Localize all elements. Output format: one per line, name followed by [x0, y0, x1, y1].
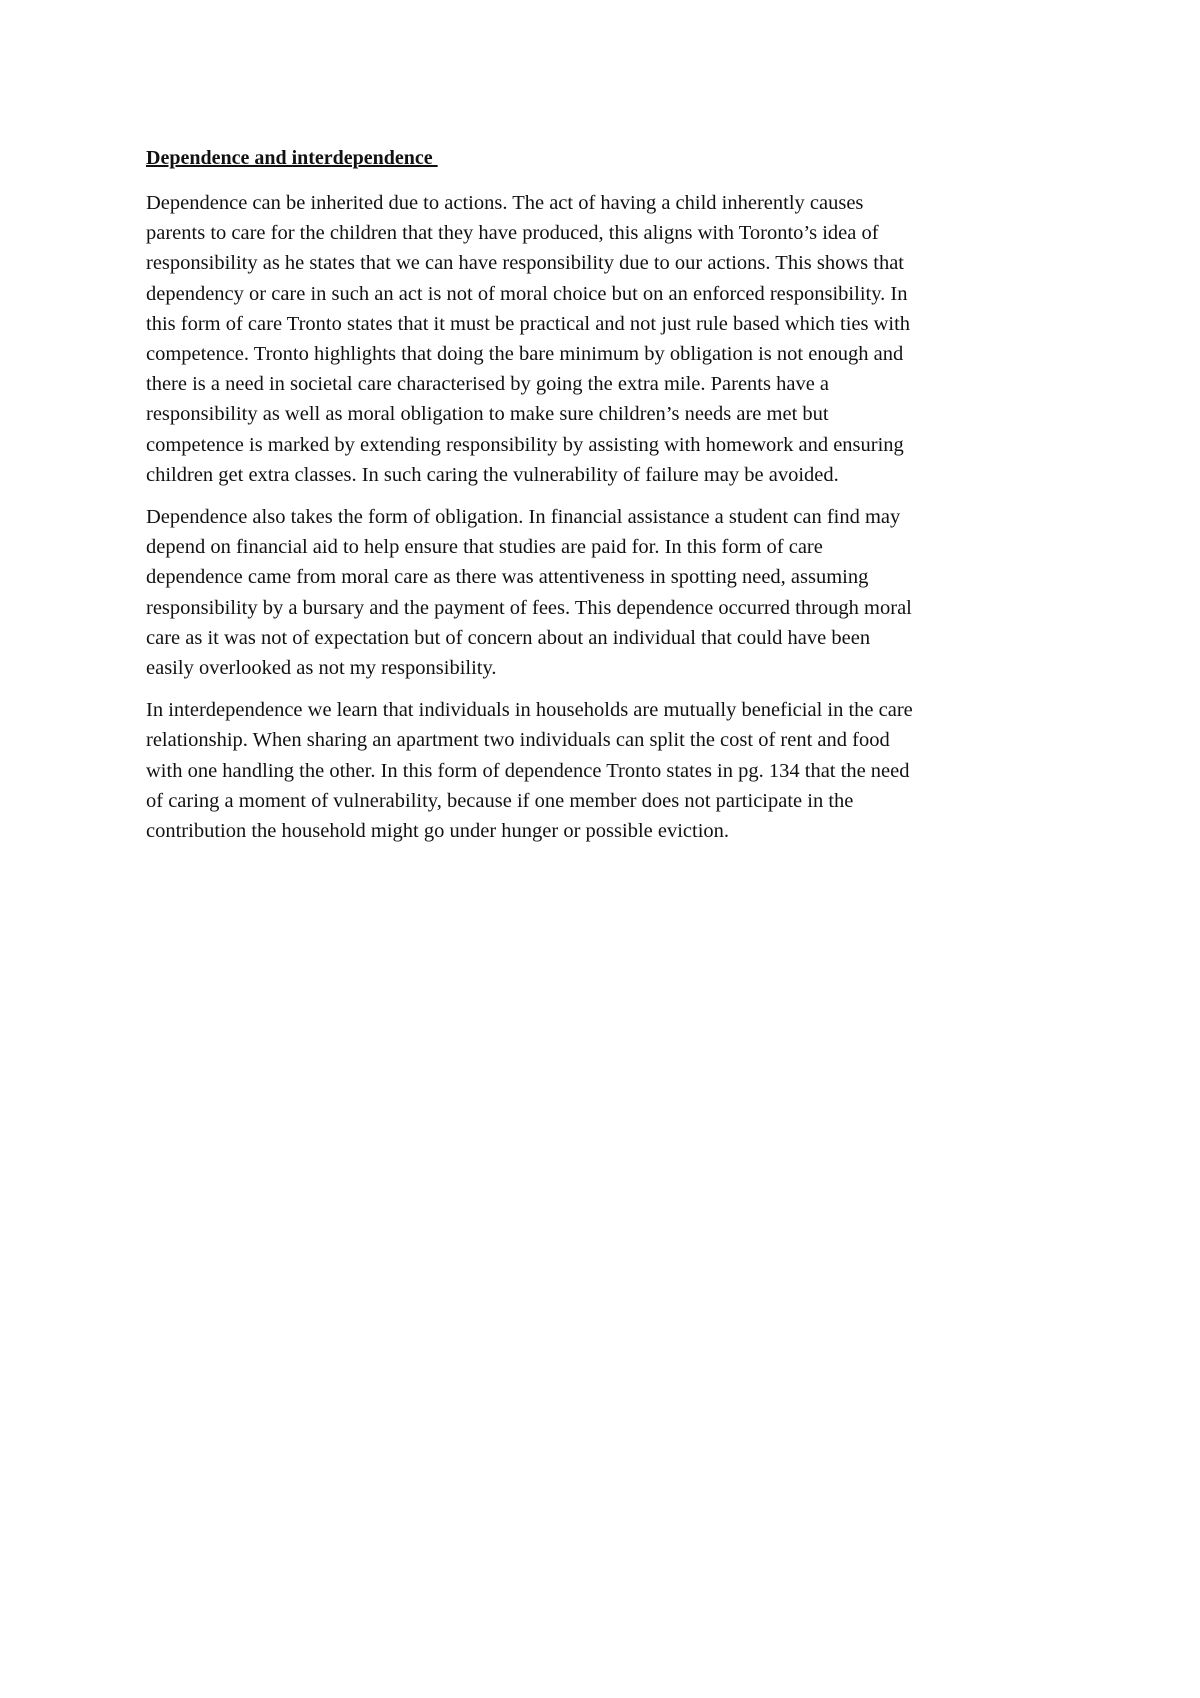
paragraph-line: In interdependence we learn that individuals in households are mutually beneficial in the care	[146, 699, 913, 722]
paragraph-line: Dependence also takes the form of obligation. In financial assistance a student can find may	[146, 506, 901, 529]
paragraph-line: easily overlooked as not my responsibility.	[146, 657, 497, 680]
paragraph-line: children get extra classes. In such caring the vulnerability of failure may be avoided.	[146, 463, 839, 486]
paragraph-line: responsibility as well as moral obligation to make sure children’s needs are met but	[146, 403, 829, 426]
paragraph-line: this form of care Tronto states that it must be practical and not just rule based which ties with	[146, 312, 911, 335]
paragraph-line: of caring a moment of vulnerability, because if one member does not participate in the	[146, 789, 854, 812]
paragraph-line: Dependence can be inherited due to actions. The act of having a child inherently causes	[146, 192, 864, 214]
paragraph-line: dependency or care in such an act is not of moral choice but on an enforced responsibility. In	[146, 282, 908, 305]
document-body	[146, 144, 1066, 858]
paragraph-line: there is a need in societal care characterised by going the extra mile. Parents have a	[146, 373, 830, 396]
paragraph-line: contribution the household might go under hunger or possible eviction.	[146, 820, 730, 843]
paragraph-line: dependence came from moral care as there was attentiveness in spotting need, assuming	[146, 566, 869, 589]
paragraph-line: responsibility by a bursary and the payment of fees. This dependence occurred through moral	[146, 596, 912, 619]
paragraph-line: responsibility as he states that we can have responsibility due to our actions. This shows that	[146, 252, 904, 275]
paragraph-2	[146, 502, 1066, 683]
paragraph-line: with one handling the other. In this form of dependence Tronto states in pg. 134 that the need	[146, 759, 910, 782]
document-heading: Dependence and interdependence	[146, 147, 438, 169]
paragraph-line: depend on financial aid to help ensure that studies are paid for. In this form of care	[146, 536, 823, 559]
paragraph-3	[146, 695, 1066, 846]
paragraph-line: relationship. When sharing an apartment two individuals can split the cost of rent and food	[146, 729, 890, 752]
paragraph-line: care as it was not of expectation but of concern about an individual that could have been	[146, 626, 871, 649]
paragraph-line: competence. Tronto highlights that doing the bare minimum by obligation is not enough and	[146, 343, 904, 366]
paragraph-line: competence is marked by extending responsibility by assisting with homework and ensuring	[146, 433, 904, 456]
paragraph-1	[146, 188, 1066, 490]
paragraph-line: parents to care for the children that they have produced, this aligns with Toronto’s idea of	[146, 222, 879, 245]
